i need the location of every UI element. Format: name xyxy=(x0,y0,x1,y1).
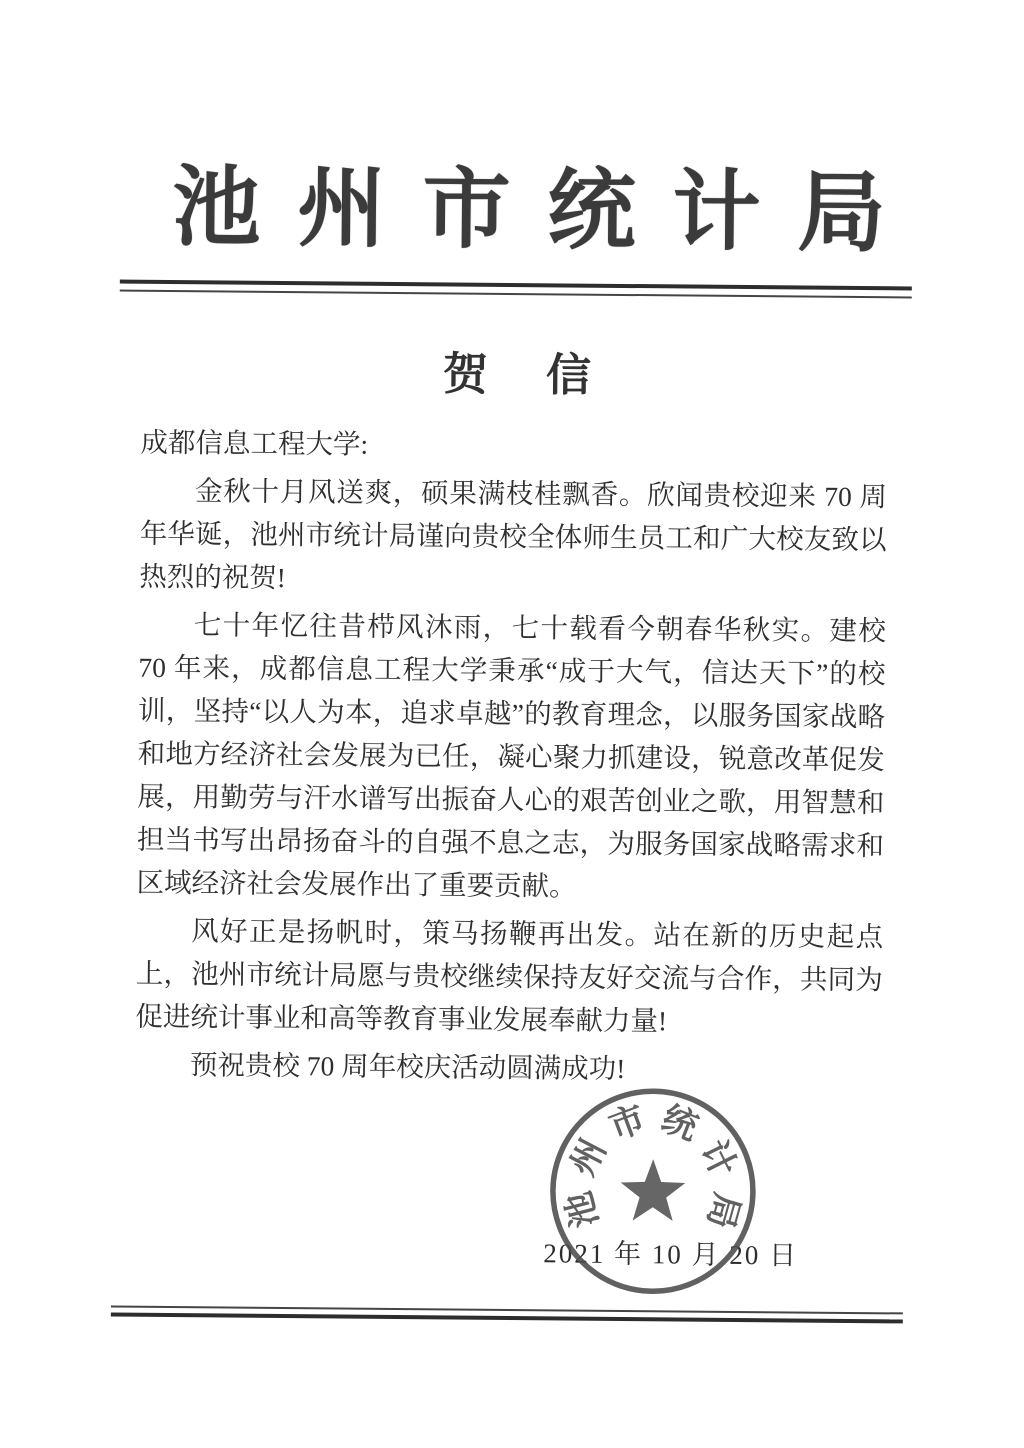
letter-paragraph: 风好正是扬帆时，策马扬鞭再出发。站在新的历史起点上，池州市统计局愿与贵校继续保持友好交流与合作，共同为促进统计事业和高等教育事业发展奉献力量! xyxy=(135,915,884,1037)
seal-char: 州 xyxy=(562,1133,614,1183)
seal-char: 市 xyxy=(604,1098,651,1148)
seal-star-icon xyxy=(620,1159,685,1221)
letterhead-rule-thin xyxy=(120,290,912,299)
letter-title: 贺信 xyxy=(442,349,650,402)
letter-body xyxy=(135,421,888,1092)
letter-paragraph: 七十年忆往昔栉风沐雨，七十载看今朝春华秋实。建校 70 年来，成都信息工程大学秉承“成于大气，信达天下”的校训，坚持“以人为本，追求卓越”的教育理念，以服务国家战略和地方经济社会发展为已任，凝心聚力抓建设，锐意改革促发展，用勤劳与汗水谱写出振奋人心的艰苦创业之歌，用智慧和担当书写出昂扬奋斗的自强不息之志，为服务国家战略需求和区域经济社会发展作出了重要贡献。 xyxy=(136,609,886,902)
seal-char: 统 xyxy=(656,1098,704,1148)
letterhead-rule-thick xyxy=(120,280,912,291)
footer-rule-thick xyxy=(111,1313,903,1324)
seal-char: 池 xyxy=(559,1187,606,1232)
letter-paragraph: 预祝贵校 70 周年校庆活动圆满成功! xyxy=(189,1049,626,1085)
letter-date: 2021 年 10 月 20 日 xyxy=(543,1238,799,1271)
seal-char: 局 xyxy=(699,1188,747,1233)
seal-char: 计 xyxy=(692,1134,744,1184)
letter-salutation: 成都信息工程大学: xyxy=(140,426,369,460)
official-seal xyxy=(542,1080,764,1302)
letterhead-org-name: 池州市统计局 xyxy=(172,160,923,264)
letter-paragraph: 金秋十月风送爽，硕果满枝桂飘香。欣闻贵校迎来 70 周年华诞，池州市统计局谨向贵校全体师生员工和广大校友致以热烈的祝贺! xyxy=(139,475,888,594)
